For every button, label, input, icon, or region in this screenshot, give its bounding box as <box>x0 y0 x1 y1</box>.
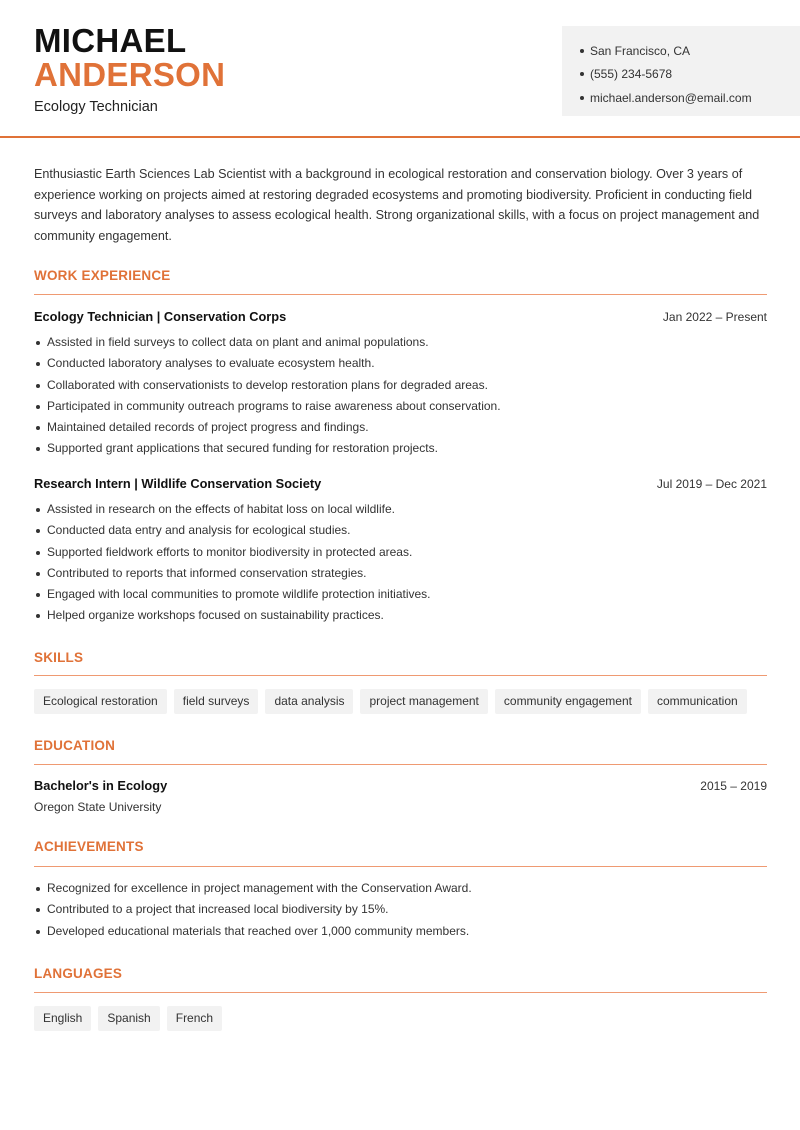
skill-tag: Ecological restoration <box>34 689 167 714</box>
professional-summary: Enthusiastic Earth Sciences Lab Scientist with a background in ecological restoration and conservation biology. Over 3 years of experience working on projects aimed at restoring degraded ecosystems and promoting biodiversity. Proficient in conducting field surveys and laboratory analyses to assess ecological health. Strong organizational skills, with a focus on project management and community engagement. <box>34 167 760 243</box>
education-heading: EDUCATION <box>34 738 116 753</box>
first-name: MICHAEL <box>34 22 187 59</box>
contact-email-text: michael.anderson@email.com <box>590 90 752 105</box>
list-item: Recognized for excellence in project management with the Conservation Award. <box>34 878 767 899</box>
list-item: Helped organize workshops focused on sustainability practices. <box>34 605 767 626</box>
list-item: Assisted in research on the effects of habitat loss on local wildlife. <box>34 499 767 520</box>
skills-heading: SKILLS <box>34 650 84 665</box>
job-dates: Jul 2019 – Dec 2021 <box>656 476 767 491</box>
list-item: Conducted laboratory analyses to evaluate ecosystem health. <box>34 353 767 374</box>
list-item: Engaged with local communities to promote wildlife protection initiatives. <box>34 584 767 605</box>
language-tag: Spanish <box>98 1006 159 1031</box>
school-name: Oregon State University <box>34 800 162 814</box>
list-item: Supported grant applications that secured funding for restoration projects. <box>34 438 767 459</box>
language-tag: French <box>167 1006 222 1031</box>
contact-location-text: San Francisco, CA <box>590 43 691 58</box>
list-item: Developed educational materials that reached over 1,000 community members. <box>34 921 767 942</box>
resume-header <box>0 0 800 138</box>
section-divider <box>34 764 767 765</box>
skill-tag: project management <box>360 689 487 714</box>
list-item: Contributed to reports that informed conservation strategies. <box>34 563 767 584</box>
list-item: Assisted in field surveys to collect data on plant and animal populations. <box>34 332 767 353</box>
achievements-heading: ACHIEVEMENTS <box>34 839 144 854</box>
job-bullets <box>34 499 767 627</box>
skill-tag: communication <box>648 689 747 714</box>
contact-box <box>562 26 800 116</box>
list-item: Participated in community outreach programs to raise awareness about conservation. <box>34 396 767 417</box>
language-tag: English <box>34 1006 91 1031</box>
job-title: Ecology Technician <box>34 99 158 115</box>
list-item: Collaborated with conservationists to develop restoration plans for degraded areas. <box>34 375 767 396</box>
section-divider <box>34 294 767 295</box>
job-header <box>34 309 767 324</box>
list-item: Maintained detailed records of project progress and findings. <box>34 417 767 438</box>
contact-location <box>580 39 800 63</box>
section-divider <box>34 675 767 676</box>
language-tags <box>34 1006 222 1031</box>
skill-tag: community engagement <box>495 689 641 714</box>
skill-tag: field surveys <box>174 689 259 714</box>
languages-heading: LANGUAGES <box>34 966 123 981</box>
section-divider <box>34 866 767 867</box>
list-item: Conducted data entry and analysis for ecological studies. <box>34 520 767 541</box>
contact-phone-text: (555) 234-5678 <box>590 67 673 82</box>
job-title-company: Ecology Technician | Conservation Corps <box>34 309 287 324</box>
work-experience-heading: WORK EXPERIENCE <box>34 268 171 283</box>
bullet-icon <box>580 72 584 76</box>
job-bullets <box>34 332 767 460</box>
contact-email <box>580 86 800 110</box>
job-header <box>34 476 767 491</box>
education-header <box>34 778 767 793</box>
bullet-icon <box>580 49 584 53</box>
list-item: Contributed to a project that increased local biodiversity by 15%. <box>34 899 767 920</box>
section-divider <box>34 992 767 993</box>
bullet-icon <box>580 96 584 100</box>
last-name: ANDERSON <box>34 56 226 93</box>
job-dates: Jan 2022 – Present <box>662 309 767 324</box>
degree: Bachelor's in Ecology <box>34 778 168 793</box>
education-dates: 2015 – 2019 <box>700 778 767 793</box>
contact-phone <box>580 63 800 87</box>
job-title-company: Research Intern | Wildlife Conservation Society <box>34 476 322 491</box>
list-item: Supported fieldwork efforts to monitor biodiversity in protected areas. <box>34 542 767 563</box>
achievement-bullets <box>34 878 767 942</box>
skill-tag: data analysis <box>265 689 353 714</box>
skills-tags <box>34 689 747 714</box>
